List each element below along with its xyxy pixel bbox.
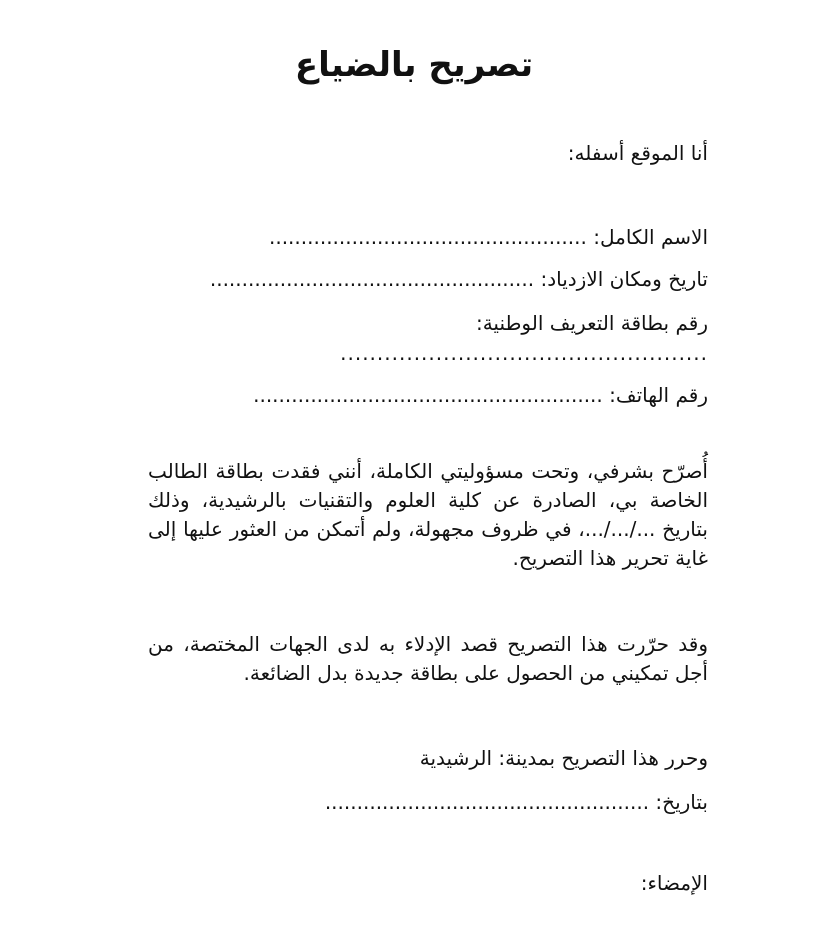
purpose-paragraph: وقد حرّرت هذا التصريح قصد الإدلاء به لدى الجهات المختصة، من أجل تمكيني من الحصول على بطاقة جديدة بدل الضائعة. (148, 632, 708, 685)
date-blank: ................................................... (324, 790, 650, 814)
phone-row (253, 380, 708, 410)
signature-label: الإمضاء: (640, 871, 708, 895)
date-row (325, 787, 708, 817)
document-title: تصريح بالضياع (294, 45, 534, 85)
id-card-blank: .................................................. (340, 341, 708, 365)
intro-line: أنا الموقع أسفله: (567, 141, 708, 165)
full-name-blank: .................................................. (268, 225, 587, 249)
id-card-label: رقم بطاقة التعريف الوطنية: (475, 311, 708, 335)
birth-blank: ................................................... (209, 267, 535, 291)
birth-label: تاريخ ومكان الازدياد: (540, 267, 708, 291)
city-line: وحرر هذا التصريح بمدينة: الرشيدية (419, 746, 708, 770)
full-name-row (269, 222, 708, 252)
full-name-label: الاسم الكامل: (593, 225, 708, 249)
date-label: بتاريخ: (655, 790, 708, 814)
declaration-paragraph: أُصرّح بشرفي، وتحت مسؤوليتي الكاملة، أنني فقدت بطاقة الطالب الخاصة بي، الصادرة عن كلية العلوم والتقنيات بالرشيدية، وذلك بتاريخ .../.../...، في ظروف مجهولة، ولم أتمكن من العثور عليها إلى غاية تحرير هذا التصريح. (148, 459, 708, 570)
phone-label: رقم الهاتف: (609, 383, 708, 407)
birth-row (210, 264, 708, 294)
phone-blank: ....................................................... (253, 383, 603, 407)
